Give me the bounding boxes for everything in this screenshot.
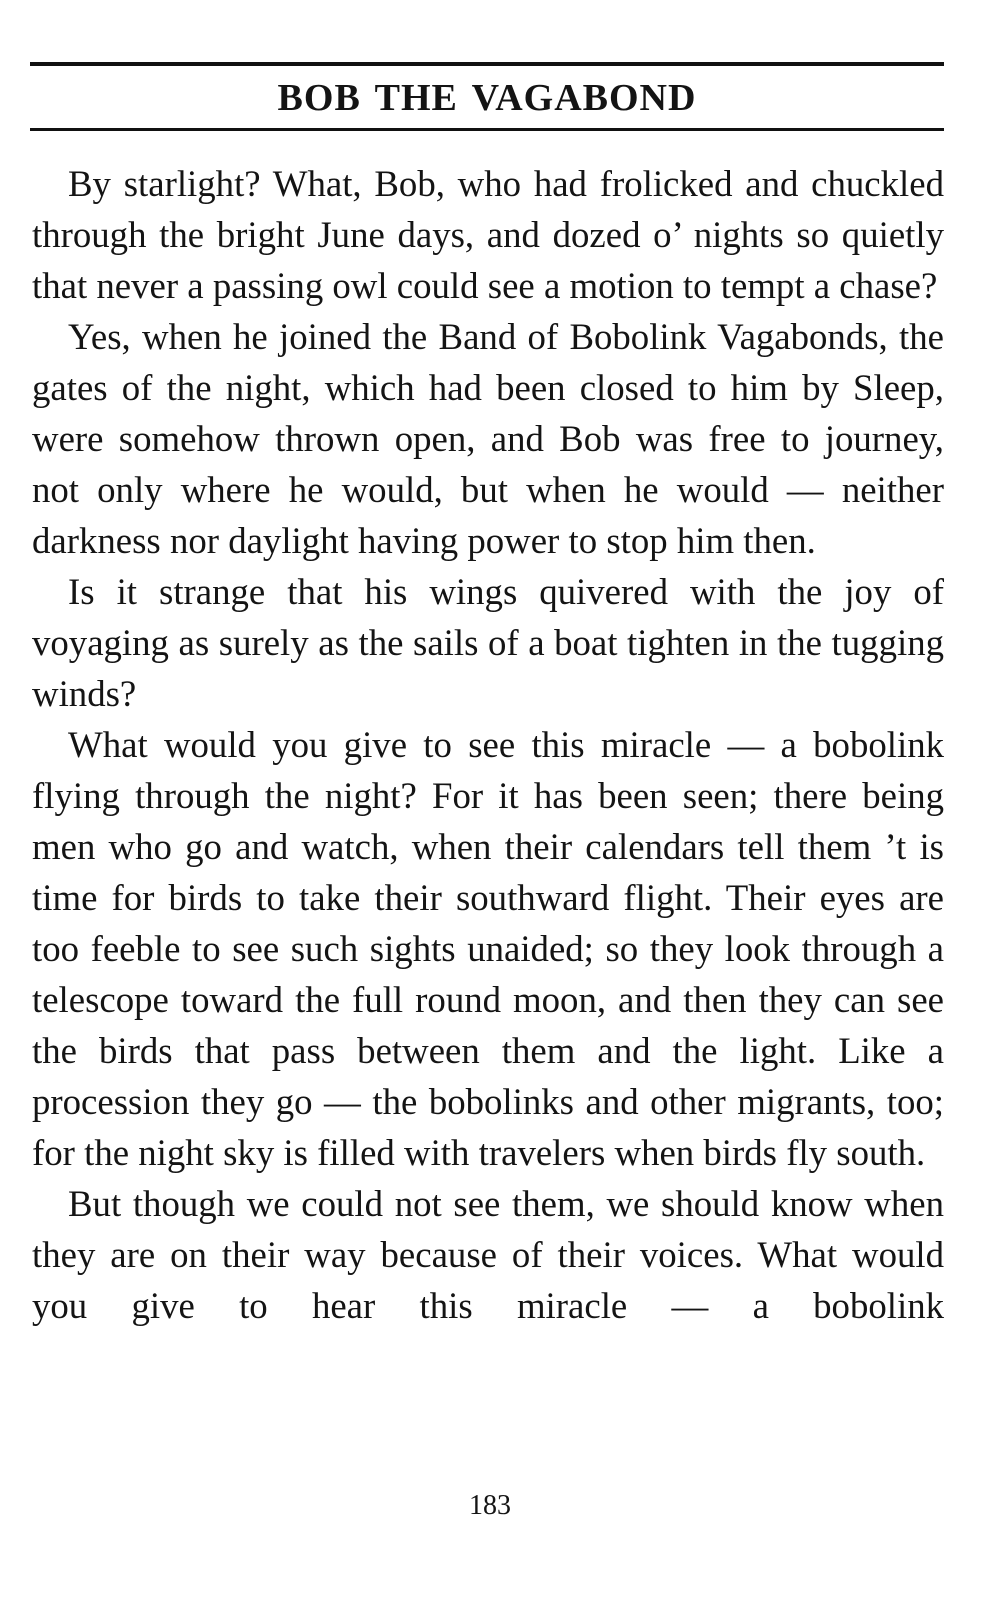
paragraph: Yes, when he joined the Band of Bobolink Vagabonds, the gates of the night, which had been closed to him by Sleep, were somehow thrown open, and Bob was free to journey, not only where he would, but when he would — neither darkness nor daylight having power to stop him then.: [32, 316, 944, 561]
page-number: 183: [469, 1490, 511, 1521]
page-body: [32, 158, 944, 1331]
paragraph: But though we could not see them, we should know when they are on their way because of their voices. What would you give to hear this miracle — a bobolink: [32, 1183, 944, 1326]
header-bottom-rule: [30, 128, 944, 131]
paragraph: By starlight? What, Bob, who had frolicked and chuckled through the bright June days, and dozed o’ nights so quietly that never a passing owl could see a motion to tempt a chase?: [32, 163, 944, 306]
paragraph: Is it strange that his wings quivered with the joy of voyaging as surely as the sails of a boat tighten in the tugging winds?: [32, 571, 944, 714]
header-top-rule: [30, 62, 944, 66]
running-header-title: BOB THE VAGABOND: [277, 77, 697, 119]
paragraph: What would you give to see this miracle — a bobolink flying through the night? For it has been seen; there being men who go and watch, when their calendars tell them ’t is time for birds to take their southward flight. Their eyes are too feeble to see such sights unaided; so they look through a telescope toward the full round moon, and then they can see the birds that pass between them and the light. Like a procession they go — the bobolinks and other migrants, too; for the night sky is filled with travelers when birds fly south.: [32, 724, 944, 1173]
